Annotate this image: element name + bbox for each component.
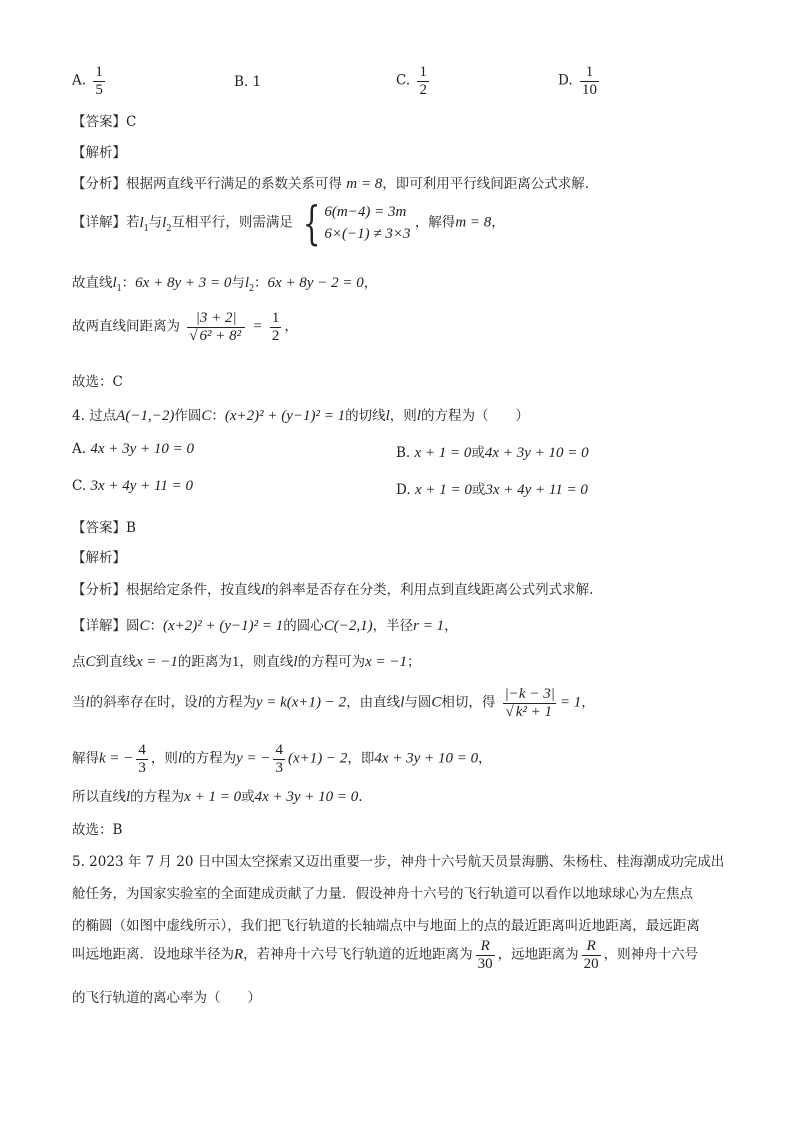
result-fraction [270,310,282,344]
q3-distance [72,310,298,344]
text: 或 [241,789,255,805]
text: 的圆心 [283,618,324,634]
perigee-fraction [476,938,495,972]
text: 4. 过点 [72,408,117,424]
fraction-numerator: 4 [138,742,146,758]
fenxi-label: 【分析】 [72,582,126,598]
option-letter: C. [72,478,87,494]
option-equation: 4x + 3y + 10 = 0 [90,441,195,457]
option-c-fraction [417,64,429,98]
fraction-denominator: 2 [419,81,427,98]
y-equation-tail: (x+1) − 2 [287,750,348,767]
text: ， [363,275,378,291]
line-l1: $l_1$ [139,214,149,234]
k-value: k = − [99,750,134,767]
xiangjie-math: m = 8 [455,214,492,231]
system-row: 6×(−1) ≠ 3×3 [324,226,411,242]
circle-c: C [201,408,212,424]
fraction-numerator: 1 [419,64,427,80]
fraction-denominator: 3 [275,759,283,776]
text: ： [149,618,164,634]
option-b-text: B. 1 [234,74,262,90]
q3-lines: 故直线$l_1$：6x + 8y + 3 = 0与$l_2$：6x + 8y − 2 = 0， [72,275,378,294]
fraction-denominator: √ k² + 1 [503,703,556,721]
xiangjie-label: 【详解】 [72,618,126,634]
q4-choose: 故选：B [72,822,123,838]
option-c [396,64,432,98]
text: . [358,789,363,805]
text: ， [444,618,458,634]
line-l2: $l_2$ [162,214,172,234]
q5-line-4 [72,938,698,972]
text: 所以直线 [72,789,126,805]
text: 或 [471,445,485,461]
y-equation: y = − [236,750,271,767]
text: 的方程为 [201,694,256,711]
line-l: l [385,408,390,424]
option-d-fraction [580,64,599,98]
xiangjie-text: 若 [126,214,140,231]
text: ，则直线 [239,654,294,670]
text: ，即 [347,750,375,767]
text: ： [211,408,225,424]
xiangjie-text: 互相平行，则需满足 [171,214,293,231]
option-letter: A. [72,441,87,457]
sqrt-content: 6² + 8² [199,327,242,344]
text: 与圆 [404,694,432,711]
equals: = [252,318,263,335]
fenxi-math: m = 8 [346,176,383,192]
option-a-letter: A. [72,72,87,89]
q4-stem [72,404,529,425]
text: 相切，得 [441,694,496,711]
q4-solve-k [72,742,492,776]
q3-answer [72,110,136,130]
slope-fraction [273,742,285,776]
line-l: l [261,582,266,598]
fraction-denominator: 3 [138,759,146,776]
text: 的方程为 [182,750,237,767]
q4-conclusion [72,785,363,806]
l2-equation: 6x + 8y − 2 = 0 [267,275,364,291]
option-a [72,64,108,98]
text: 到直线 [95,654,137,670]
fraction-numerator: 1 [271,310,280,326]
circle-c: C [139,618,150,634]
q4-option-a [72,441,194,458]
q4-option-c [72,478,193,495]
distance-fraction [503,686,557,720]
q3-jiexi: 【解析】 [72,145,126,161]
answer-label: 【答案】 [72,114,126,130]
text: 点 [72,654,86,670]
text: ， [478,750,492,767]
q5-line-5: 的飞行轨道的离心率为（ ） [72,990,261,1006]
line-equation: x = −1 [136,654,178,670]
line-l: l [126,789,131,805]
text: 当 [72,694,86,711]
text: 故两直线间距离为 [72,318,180,335]
circle-equation: (x+2)² + (y−1)² = 1 [163,618,284,634]
sqrt-content: k² + 1 [515,703,552,720]
fraction-numerator: 1 [585,64,594,80]
fraction-denominator: 10 [581,81,597,98]
q3-xiangjie [72,196,505,250]
text: ，则神舟十六号 [603,946,699,963]
fraction-numerator: R [480,938,490,954]
text: ，则 [150,750,178,767]
text: ，远地距离为 [497,946,579,963]
line-l: l [400,694,405,711]
system-row: 6(m−4) = 3m [324,203,407,220]
equals-one: = 1 [559,694,582,711]
text: 解得 [72,750,99,767]
line-equation: x = −1 [365,654,407,670]
text: ，由直线 [346,694,401,711]
q5-line-2: 舱任务，为国家实验室的全面建成贡献了力量．假设神舟十六号的飞行轨道可以看作以地球球心为左焦点 [72,886,693,902]
k-fraction [136,742,148,776]
point-a: A(−1,−2) [116,408,175,424]
text: ， [284,318,298,335]
fraction-denominator: 2 [271,327,280,344]
option-d [558,64,602,98]
line-l2: $l_2$ [244,275,255,294]
option-a-fraction [93,64,105,98]
text: ，则 [389,408,417,424]
line-equation: 4x + 3y + 10 = 0 [254,789,359,805]
fraction-denominator: 5 [95,81,103,98]
line-l: l [177,750,183,767]
q5-line-1: 5. 2023 年 7 月 20 日中国太空探索又迈出重要一步，神舟十六号航天员景海鹏、朱杨柱、桂海潮成功完成出 [72,854,725,870]
option-letter: B. [396,445,411,461]
text: 或 [471,482,486,498]
text: ，若神舟十六号飞行轨道的近地距离为 [243,946,473,963]
line-l: l [416,408,421,424]
q4-answer [72,516,136,536]
option-equation: 3x + 4y + 11 = 0 [90,478,194,494]
fraction-numerator: |−k − 3| [504,686,555,702]
fraction-denominator: 20 [583,955,599,972]
text: 与 [231,275,245,291]
fenxi-text: 根据两直线平行满足的系数关系可得 [126,176,342,192]
text: 的方程可为 [297,654,366,670]
distance-fraction [187,310,245,344]
q4-xiangjie [72,614,458,635]
line-equation: x + 1 = 0 [184,789,242,805]
q4-jiexi: 【解析】 [72,550,126,566]
xiangjie-text: ， [491,214,505,231]
circle-c: C [85,654,96,670]
line-equation: y = k(x+1) − 2 [255,694,347,711]
line-l: l [293,654,298,670]
q4-option-d [396,478,588,499]
q3-fenxi [72,172,589,193]
line-equation: 4x + 3y + 10 = 0 [374,750,479,767]
text: 作圆 [174,408,202,424]
answer-value: B [126,520,136,536]
option-d-letter: D. [558,72,573,89]
text: 根据给定条件，按直线 [126,582,261,598]
apogee-fraction [582,938,601,972]
text: 的斜率是否存在分类，利用点到直线距离公式列式求解. [265,582,594,598]
equation-system: { 6(m−4) = 3m 6×(−1) ≠ 3×3 [302,196,411,250]
option-equation: x + 1 = 0 [414,445,472,461]
option-b [234,74,261,90]
fraction-numerator: 1 [95,64,103,80]
q4-fenxi [72,578,593,599]
text: 的切线 [345,408,386,424]
xiangjie-text: 与 [148,214,163,231]
text: 故直线 [72,275,113,291]
radius: r = 1 [413,618,445,634]
line-l1: $l_1$ [112,275,122,294]
q4-slope-case [72,686,595,720]
fenxi-label: 【分析】 [72,176,126,192]
text: ，半径 [372,618,414,634]
fraction-numerator: R [586,938,596,954]
radius-r: R [234,946,244,963]
q4-point-line [72,650,421,671]
text: 叫远地距离．设地球半径为 [72,946,234,963]
option-equation: x + 1 = 0 [414,482,472,498]
fraction-numerator: |3 + 2| [195,310,237,326]
circle-equation: (x+2)² + (y−1)² = 1 [224,408,346,424]
q5-line-3: 的椭圆（如图中虚线所示），我们把飞行轨道的长轴端点中与地面上的点的最近距离叫近地距离，最远距离 [72,918,700,934]
answer-value: C [126,114,137,130]
circle-center: C(−2,1) [323,618,373,634]
text: 的距离为 [177,654,232,670]
distance-value: 1 [231,654,240,670]
line-l: l [85,694,90,711]
line-l: l [197,694,202,711]
fraction-numerator: 4 [275,742,283,758]
text: ， [581,694,595,711]
text: 圆 [126,618,140,634]
fenxi-tail: ，即可利用平行线间距离公式求解. [382,176,590,192]
q3-choose: 故选：C [72,374,123,390]
text: 的斜率存在时，设 [89,694,198,711]
text: 的方程为 [130,789,185,805]
option-equation: 3x + 4y + 11 = 0 [485,482,588,498]
answer-label: 【答案】 [72,520,126,536]
option-equation: 4x + 3y + 10 = 0 [484,445,589,461]
l1-equation: 6x + 8y + 3 = 0 [135,275,232,291]
fraction-denominator: 30 [477,955,493,972]
option-letter: D. [396,482,411,498]
text: 的方程为（ ） [420,408,529,424]
xiangjie-label: 【详解】 [72,214,126,231]
option-c-letter: C. [396,72,411,89]
text: ； [407,654,421,670]
circle-c: C [431,694,442,711]
q4-option-b [396,441,589,462]
fraction-denominator: √ 6² + 8² [187,327,245,345]
xiangjie-text: ，解得 [414,214,456,231]
